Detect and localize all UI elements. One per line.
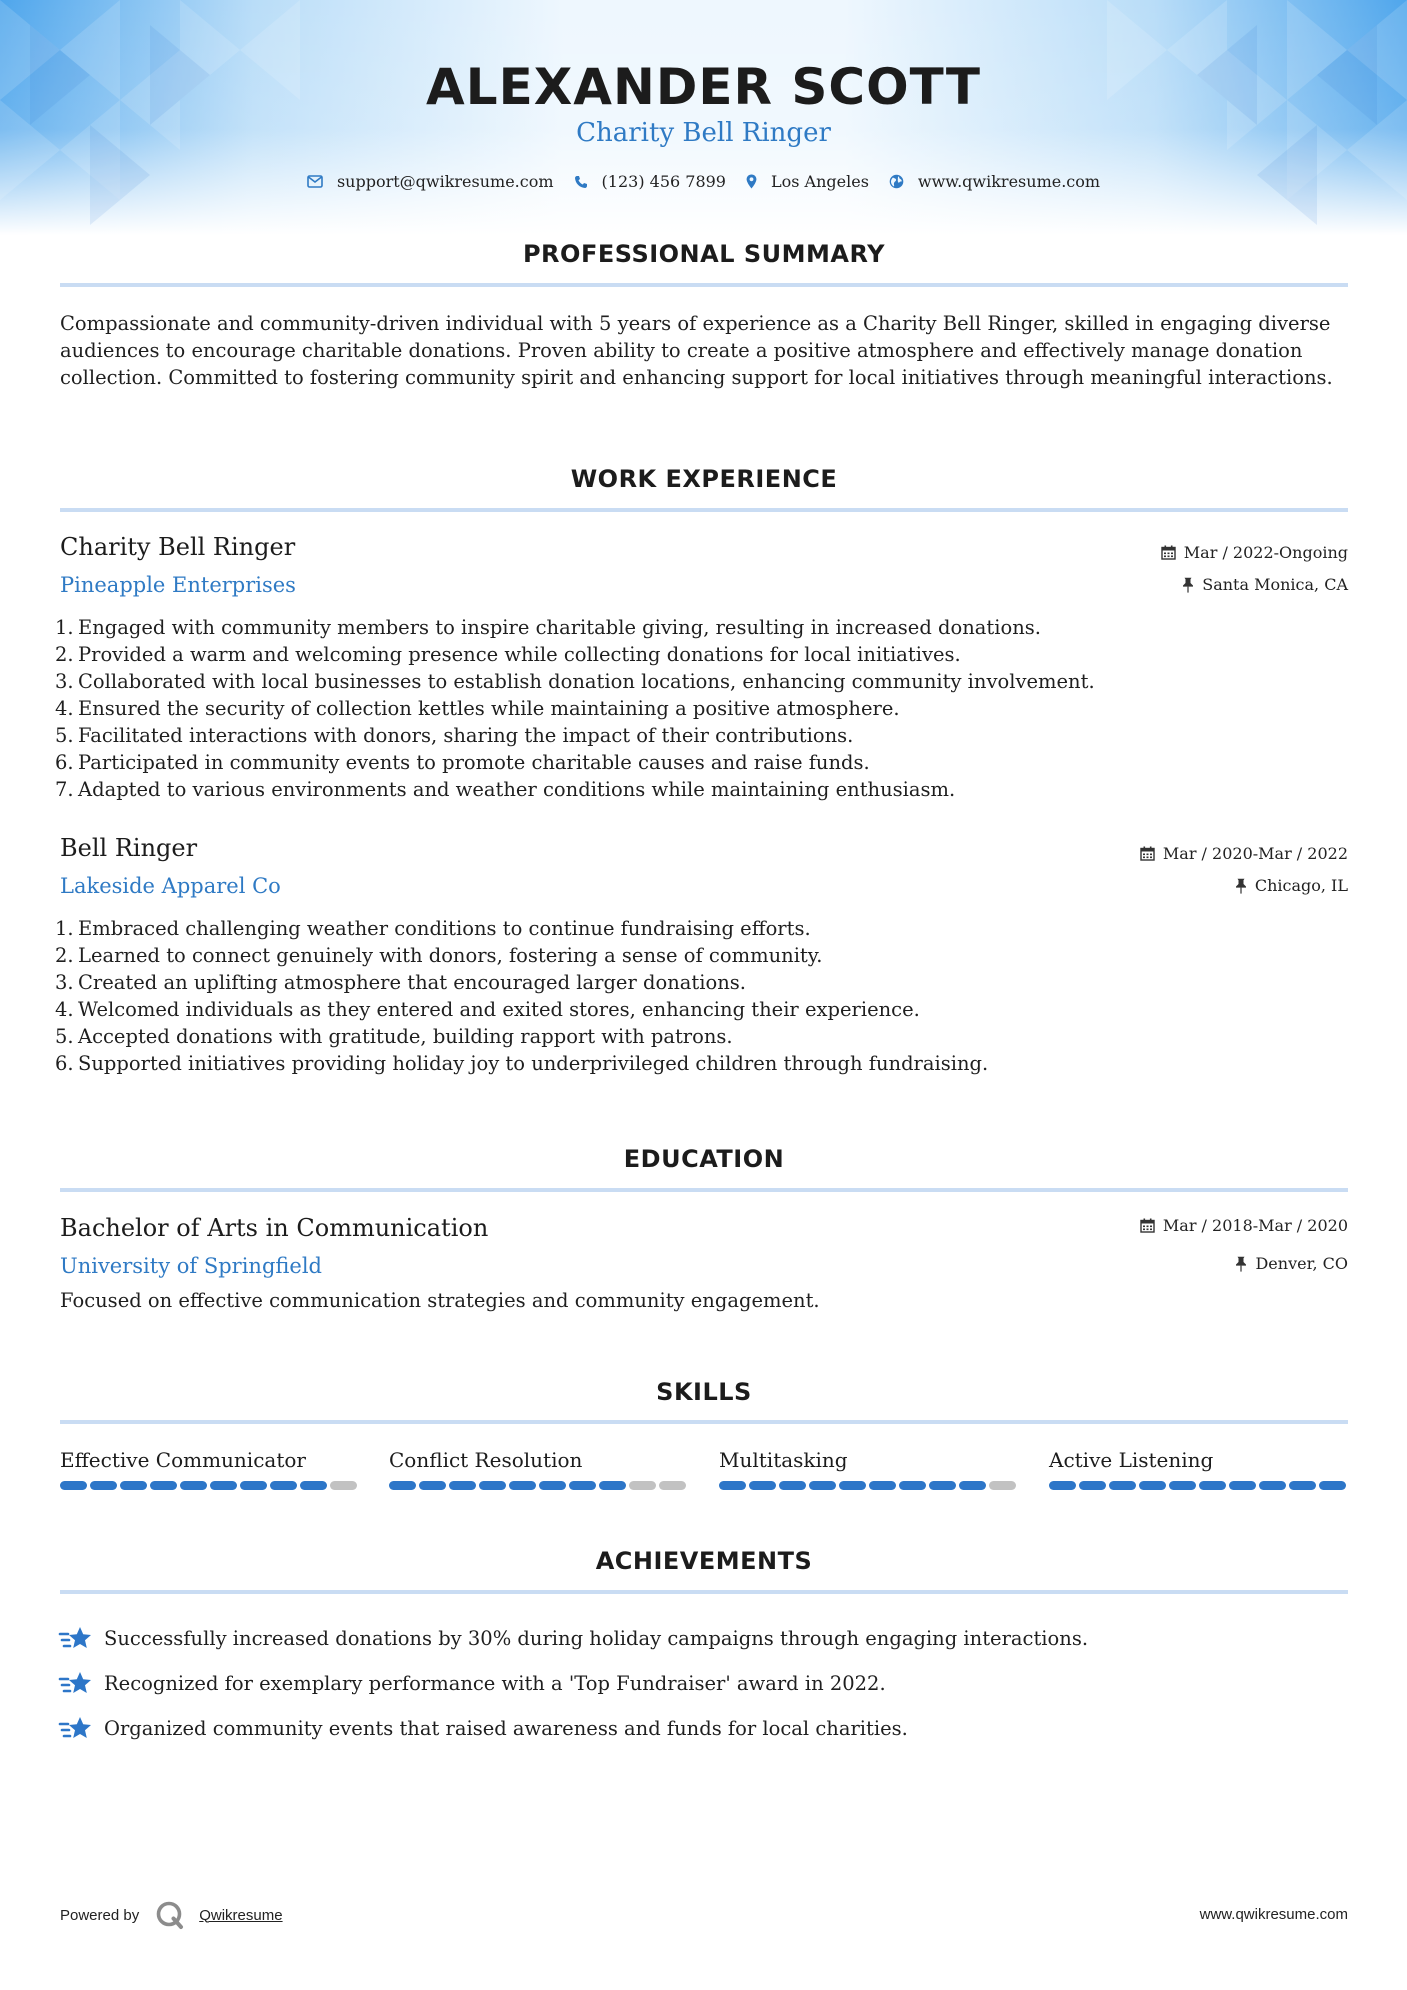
pushpin-icon: [1182, 577, 1194, 593]
skill-level-segment: [449, 1481, 476, 1490]
skill-level-segment: [479, 1481, 506, 1490]
list-item: 4. Ensured the security of collection kettles while maintaining a positive atmosphere.: [55, 697, 900, 720]
degree-title: Bachelor of Arts in Communication: [60, 1214, 489, 1242]
achievement-text: Organized community events that raised awareness and funds for local charities.: [104, 1717, 908, 1740]
skill-level-segment: [419, 1481, 446, 1490]
footer-powered-by: [60, 1900, 283, 1930]
list-item: 6. Participated in community events to promote charitable causes and raise funds.: [55, 751, 870, 774]
achievements-list: [58, 1616, 1348, 1751]
experience-rule: [60, 508, 1348, 512]
skills-heading: SKILLS: [656, 1378, 752, 1406]
skill-item: [719, 1448, 1019, 1490]
skill-name: Effective Communicator: [60, 1448, 306, 1472]
education-dates: [1140, 1216, 1348, 1235]
skill-level-segment: [509, 1481, 536, 1490]
skill-level-segment: [1289, 1481, 1316, 1490]
skill-name: Multitasking: [719, 1448, 848, 1472]
dates-text: Mar / 2020-Mar / 2022: [1162, 844, 1348, 863]
pushpin-icon: [1235, 1256, 1247, 1272]
skill-level-segment: [120, 1481, 147, 1490]
skill-level-segment: [779, 1481, 806, 1490]
skill-item: [1049, 1448, 1349, 1490]
email-text: support@qwikresume.com: [336, 172, 554, 191]
skill-name: Conflict Resolution: [389, 1448, 583, 1472]
dates-text: Mar / 2018-Mar / 2020: [1162, 1216, 1348, 1235]
company-name: Pineapple Enterprises: [60, 573, 296, 597]
skill-level-segment: [1199, 1481, 1226, 1490]
company-name: Lakeside Apparel Co: [60, 874, 281, 898]
skill-level-segment: [539, 1481, 566, 1490]
list-item: 7. Adapted to various environments and weather conditions while maintaining enthusiasm.: [55, 778, 956, 801]
calendar-icon: [1140, 846, 1155, 861]
skill-level-segment: [659, 1481, 686, 1490]
skill-level-segment: [899, 1481, 926, 1490]
website-text: www.qwikresume.com: [917, 172, 1101, 191]
skills-grid: [60, 1448, 1350, 1508]
list-item: 6. Supported initiatives providing holiday joy to underprivileged children through fundraising.: [55, 1052, 989, 1075]
location-text: Denver, CO: [1255, 1254, 1348, 1273]
contact-bar: [0, 172, 1407, 191]
achievements-rule: [60, 1590, 1348, 1594]
skill-level-segment: [599, 1481, 626, 1490]
achievement-text: Successfully increased donations by 30% during holiday campaigns through engaging interactions.: [104, 1627, 1089, 1650]
contact-location: [746, 172, 869, 191]
list-item: 3. Created an uplifting atmosphere that encouraged larger donations.: [55, 971, 746, 994]
skill-level-segment: [719, 1481, 746, 1490]
contact-website[interactable]: [889, 172, 1100, 191]
footer-website-link[interactable]: www.qwikresume.com: [1199, 1906, 1348, 1923]
summary-rule: [60, 283, 1348, 287]
skill-level-segment: [389, 1481, 416, 1490]
skill-level-segment: [150, 1481, 177, 1490]
job-location: [1235, 876, 1348, 895]
resume-header: [0, 0, 1407, 235]
education-location: [1235, 1254, 1348, 1273]
qwikresume-brand-link[interactable]: Qwikresume: [199, 1906, 283, 1924]
list-item: 3. Collaborated with local businesses to establish donation locations, enhancing community involvement.: [55, 670, 1095, 693]
dates-text: Mar / 2022-Ongoing: [1183, 543, 1348, 562]
skill-level-segment: [1319, 1481, 1346, 1490]
skill-level-segment: [1109, 1481, 1136, 1490]
list-item: [58, 1616, 1348, 1661]
skill-level-segment: [1139, 1481, 1166, 1490]
skill-level-bar: [60, 1481, 360, 1490]
skill-name: Active Listening: [1049, 1448, 1214, 1472]
location-text: Los Angeles: [770, 172, 869, 191]
job-location: [1182, 575, 1348, 594]
globe-icon: [889, 174, 904, 189]
calendar-icon: [1161, 545, 1176, 560]
job-dates: [1161, 543, 1348, 562]
skill-level-segment: [270, 1481, 297, 1490]
list-item: 2. Provided a warm and welcoming presence while collecting donations for local initiatives.: [55, 643, 961, 666]
achievements-heading: ACHIEVEMENTS: [595, 1547, 813, 1575]
skill-level-segment: [629, 1481, 656, 1490]
achievement-text: Recognized for exemplary performance with a 'Top Fundraiser' award in 2022.: [104, 1672, 886, 1695]
qwikresume-logo-icon: [155, 1900, 185, 1930]
list-item: 1. Engaged with community members to inspire charitable giving, resulting in increased donations.: [55, 616, 1041, 639]
skill-level-segment: [1079, 1481, 1106, 1490]
job-dates: [1140, 844, 1348, 863]
location-text: Santa Monica, CA: [1202, 575, 1348, 594]
contact-phone[interactable]: [574, 172, 726, 191]
job-bullets: [55, 915, 1345, 1077]
list-item: 5. Facilitated interactions with donors, sharing the impact of their contributions.: [55, 724, 854, 747]
skill-level-segment: [210, 1481, 237, 1490]
powered-by-label: Powered by: [60, 1906, 140, 1924]
skill-level-segment: [929, 1481, 956, 1490]
skill-level-segment: [300, 1481, 327, 1490]
skill-level-segment: [1259, 1481, 1286, 1490]
skill-level-segment: [1169, 1481, 1196, 1490]
list-item: [58, 1706, 1348, 1751]
skill-item: [60, 1448, 360, 1490]
skill-level-segment: [869, 1481, 896, 1490]
skill-level-segment: [959, 1481, 986, 1490]
skill-level-segment: [1049, 1481, 1076, 1490]
skill-level-segment: [569, 1481, 596, 1490]
school-name: University of Springfield: [60, 1254, 322, 1278]
skill-level-segment: [90, 1481, 117, 1490]
candidate-title: Charity Bell Ringer: [576, 118, 831, 148]
skill-level-segment: [839, 1481, 866, 1490]
contact-email[interactable]: [307, 172, 554, 191]
skill-level-bar: [1049, 1481, 1349, 1490]
shooting-star-icon: [58, 1670, 92, 1698]
shooting-star-icon: [58, 1625, 92, 1653]
job-title: Charity Bell Ringer: [60, 533, 296, 561]
skill-level-bar: [389, 1481, 689, 1490]
summary-heading: PROFESSIONAL SUMMARY: [522, 240, 886, 268]
phone-icon: [574, 175, 588, 189]
skill-level-segment: [180, 1481, 207, 1490]
calendar-icon: [1140, 1218, 1155, 1233]
envelope-icon: [307, 175, 323, 188]
list-item: [58, 1661, 1348, 1706]
experience-heading: WORK EXPERIENCE: [570, 465, 838, 493]
education-description: Focused on effective communication strategies and community engagement.: [60, 1289, 820, 1312]
skill-level-bar: [719, 1481, 1019, 1490]
skill-level-segment: [809, 1481, 836, 1490]
summary-text: Compassionate and community-driven individual with 5 years of experience as a Charity Bell Ringer, skilled in engaging diverse audiences to encourage charitable donations. Proven ability to create a positive atmosphere and effectively manage donation collection. Committed to fostering community spirit and enhancing support for local initiatives through meaningful interactions.: [60, 312, 1333, 389]
skill-level-segment: [240, 1481, 267, 1490]
job-bullets: [55, 614, 1345, 803]
list-item: 4. Welcomed individuals as they entered and exited stores, enhancing their experience.: [55, 998, 920, 1021]
location-text: Chicago, IL: [1254, 876, 1348, 895]
skill-level-segment: [60, 1481, 87, 1490]
candidate-name: ALEXANDER SCOTT: [426, 58, 981, 116]
skill-item: [389, 1448, 689, 1490]
skill-level-segment: [1229, 1481, 1256, 1490]
skill-level-segment: [330, 1481, 357, 1490]
shooting-star-icon: [58, 1715, 92, 1743]
education-rule: [60, 1188, 1348, 1192]
list-item: 5. Accepted donations with gratitude, building rapport with patrons.: [55, 1025, 733, 1048]
job-title: Bell Ringer: [60, 834, 198, 862]
map-pin-icon: [746, 174, 757, 189]
skill-level-segment: [749, 1481, 776, 1490]
pushpin-icon: [1235, 878, 1247, 894]
skill-level-segment: [989, 1481, 1016, 1490]
education-heading: EDUCATION: [623, 1145, 785, 1173]
phone-text: (123) 456 7899: [601, 172, 726, 191]
list-item: 1. Embraced challenging weather conditions to continue fundraising efforts.: [55, 917, 811, 940]
list-item: 2. Learned to connect genuinely with donors, fostering a sense of community.: [55, 944, 823, 967]
skills-rule: [60, 1420, 1348, 1424]
